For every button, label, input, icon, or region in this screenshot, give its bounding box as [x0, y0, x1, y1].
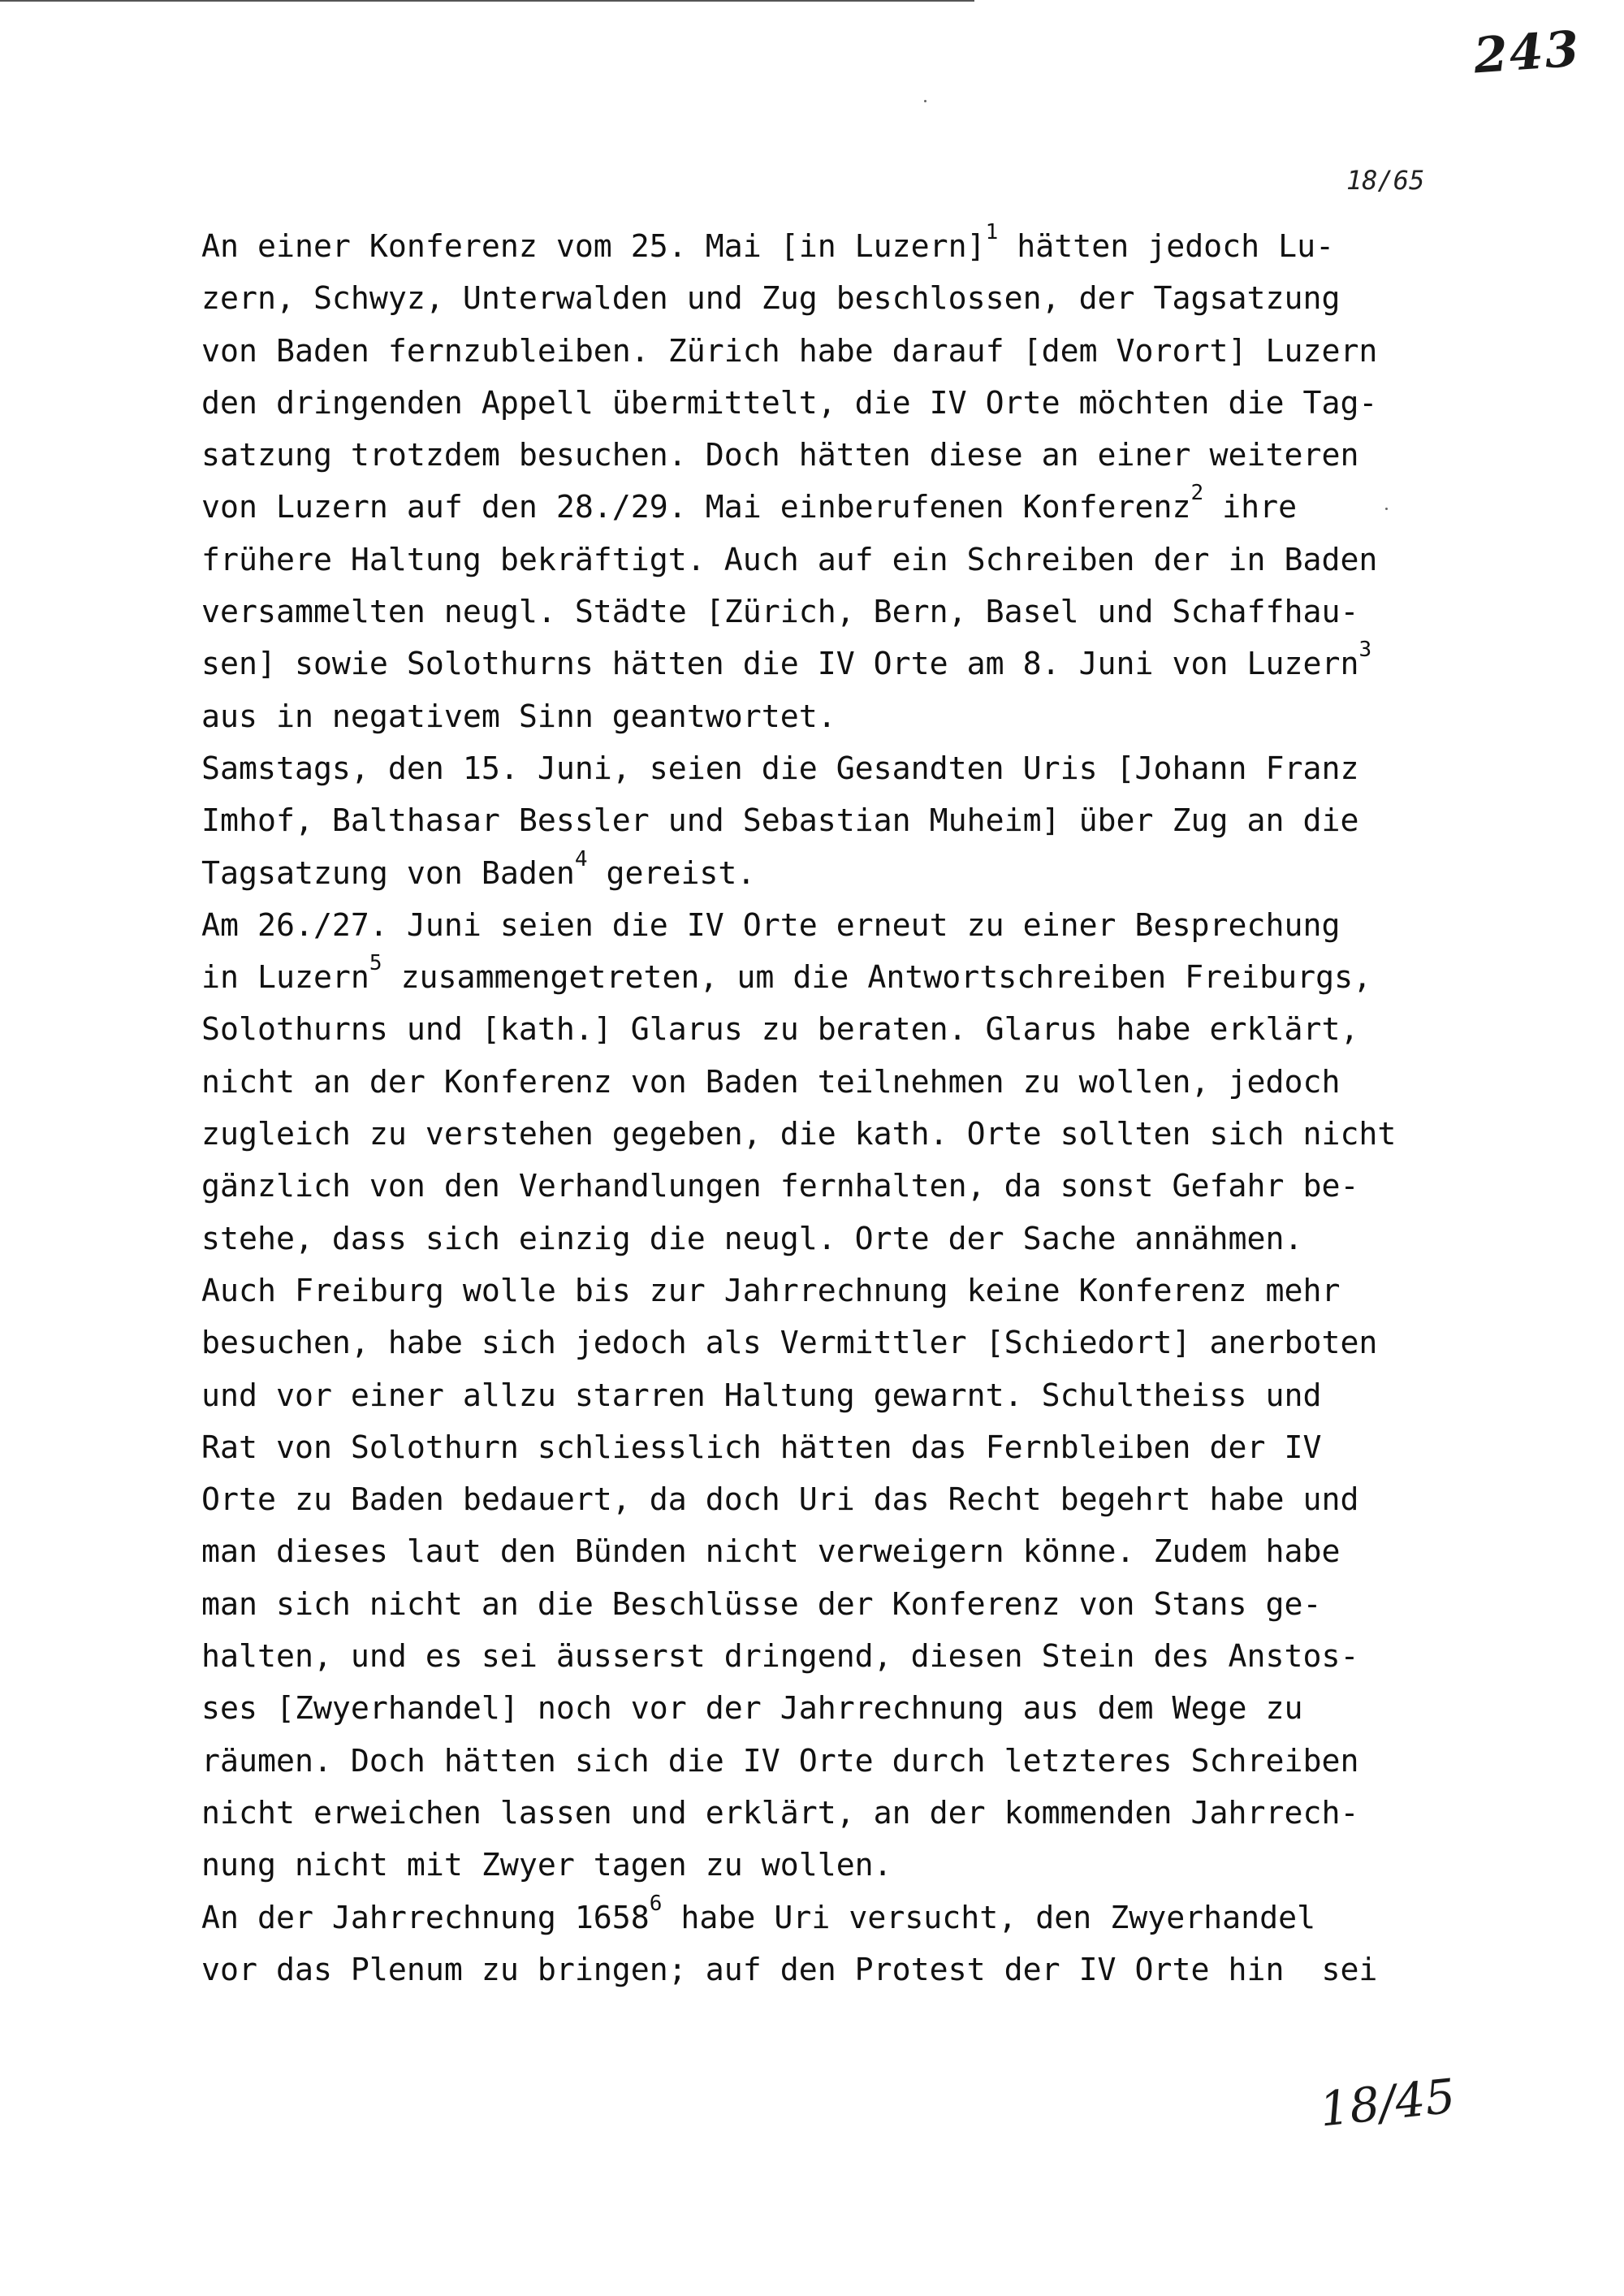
text-line — [201, 586, 1468, 638]
footnote-marker: 3 — [1358, 638, 1372, 663]
line-text: von Baden fernzubleiben. Zürich habe darauf [dem Vorort] Luzern — [201, 333, 1378, 370]
line-text: An der Jahrrechnung 1658 — [201, 1900, 650, 1936]
text-line — [201, 1317, 1468, 1369]
line-text: Am 26./27. Juni seien die IV Orte erneut zu einer Besprechung — [201, 907, 1341, 944]
text-line — [201, 952, 1468, 1004]
line-text: gänzlich von den Verhandlungen fernhalten, da sonst Gefahr be- — [201, 1169, 1359, 1205]
text-line — [201, 1631, 1468, 1683]
line-text-continued: zusammengetreten, um die Antwortschreiben Freiburgs, — [382, 960, 1372, 997]
line-text: Samstags, den 15. Juni, seien die Gesandten Uris [Johann Franz — [201, 750, 1359, 787]
footnote-marker: 1 — [985, 220, 999, 244]
text-line — [201, 482, 1468, 534]
text-line — [201, 534, 1468, 586]
scan-speck — [924, 100, 926, 102]
line-text: ses [Zwyerhandel] noch vor der Jahrrechnung aus dem Wege zu — [201, 1691, 1303, 1727]
text-line — [201, 1161, 1468, 1213]
text-line — [201, 1788, 1468, 1840]
line-text: nicht erweichen lassen und erklärt, an der kommenden Jahrrech- — [201, 1795, 1359, 1831]
line-text: Solothurns und [kath.] Glarus zu beraten. Glarus habe erklärt, — [201, 1012, 1359, 1049]
handwritten-folio-number: 243 — [1471, 20, 1583, 85]
line-text: und vor einer allzu starren Haltung gewarnt. Schultheiss und — [201, 1377, 1322, 1414]
line-text: zern, Schwyz, Unterwalden und Zug beschlossen, der Tagsatzung — [201, 281, 1341, 318]
footnote-marker: 6 — [649, 1891, 663, 1916]
text-line — [201, 900, 1468, 952]
text-line — [201, 1109, 1468, 1161]
text-line — [201, 1474, 1468, 1526]
line-text: räumen. Doch hätten sich die IV Orte durch letzteres Schreiben — [201, 1743, 1359, 1779]
text-line — [201, 1422, 1468, 1474]
text-line — [201, 638, 1468, 690]
line-text: in Luzern — [201, 960, 369, 997]
text-line — [201, 1579, 1468, 1631]
page-reference: 18/65 — [1346, 165, 1425, 196]
line-text: vor das Plenum zu bringen; auf den Protest der IV Orte hin sei — [201, 1952, 1378, 1988]
line-text: An einer Konferenz vom 25. Mai [in Luzern] — [201, 229, 986, 265]
line-text-continued: gereist. — [587, 855, 756, 892]
line-text: aus in negativem Sinn geantwortet. — [201, 698, 836, 735]
text-line — [201, 1004, 1468, 1056]
line-text: man sich nicht an die Beschlüsse der Konferenz von Stans ge- — [201, 1586, 1322, 1623]
scan-top-edge — [0, 0, 974, 2]
text-line — [201, 326, 1468, 378]
line-text: Tagsatzung von Baden — [201, 855, 575, 892]
line-text: Orte zu Baden bedauert, da doch Uri das Recht begehrt habe und — [201, 1482, 1359, 1519]
text-line — [201, 1736, 1468, 1788]
text-line — [201, 378, 1468, 430]
line-text: frühere Haltung bekräftigt. Auch auf ein Schreiben der in Baden — [201, 542, 1378, 578]
text-line — [201, 743, 1468, 795]
line-text-continued: hätten jedoch Lu- — [998, 229, 1335, 265]
text-line — [201, 1370, 1468, 1422]
text-line — [201, 1057, 1468, 1109]
text-line — [201, 1840, 1468, 1892]
handwritten-bottom-annotation: 18/45 — [1316, 2068, 1458, 2138]
line-text: Auch Freiburg wolle bis zur Jahrrechnung keine Konferenz mehr — [201, 1273, 1341, 1309]
text-line — [201, 273, 1468, 325]
text-line — [201, 1683, 1468, 1735]
line-text: stehe, dass sich einzig die neugl. Orte der Sache annähmen. — [201, 1221, 1303, 1257]
text-line — [201, 691, 1468, 743]
text-line — [201, 848, 1468, 900]
line-text: von Luzern auf den 28./29. Mai einberufenen Konferenz — [201, 490, 1191, 526]
text-line — [201, 1944, 1468, 1996]
footnote-marker: 4 — [574, 846, 588, 871]
footnote-marker: 5 — [369, 951, 382, 976]
line-text: besuchen, habe sich jedoch als Vermittler [Schiedort] anerboten — [201, 1325, 1378, 1362]
text-line — [201, 221, 1468, 273]
body-text — [201, 221, 1468, 1996]
text-line — [201, 1526, 1468, 1578]
line-text: nung nicht mit Zwyer tagen zu wollen. — [201, 1848, 892, 1884]
text-line — [201, 430, 1468, 482]
text-line — [201, 795, 1468, 847]
line-text: halten, und es sei äusserst dringend, diesen Stein des Anstos- — [201, 1639, 1359, 1676]
line-text: den dringenden Appell übermittelt, die IV Orte möchten die Tag- — [201, 385, 1378, 422]
line-text: Rat von Solothurn schliesslich hätten das Fernbleiben der IV — [201, 1429, 1322, 1466]
line-text: zugleich zu verstehen gegeben, die kath. Orte sollten sich nicht — [201, 1117, 1397, 1153]
text-line — [201, 1213, 1468, 1265]
line-text: satzung trotzdem besuchen. Doch hätten diese an einer weiteren — [201, 438, 1359, 474]
line-text-continued: habe Uri versucht, den Zwyerhandel — [662, 1900, 1316, 1936]
line-text-continued: ihre — [1203, 490, 1298, 526]
line-text: Imhof, Balthasar Bessler und Sebastian Muheim] über Zug an die — [201, 803, 1359, 840]
line-text: sen] sowie Solothurns hätten die IV Orte am 8. Juni von Luzern — [201, 646, 1359, 683]
line-text: nicht an der Konferenz von Baden teilnehmen zu wollen, jedoch — [201, 1064, 1341, 1100]
line-text: versammelten neugl. Städte [Zürich, Bern, Basel und Schaffhau- — [201, 595, 1359, 631]
line-text: man dieses laut den Bünden nicht verweigern könne. Zudem habe — [201, 1534, 1341, 1571]
footnote-marker: 2 — [1190, 481, 1204, 506]
text-line — [201, 1892, 1468, 1944]
text-line — [201, 1265, 1468, 1317]
